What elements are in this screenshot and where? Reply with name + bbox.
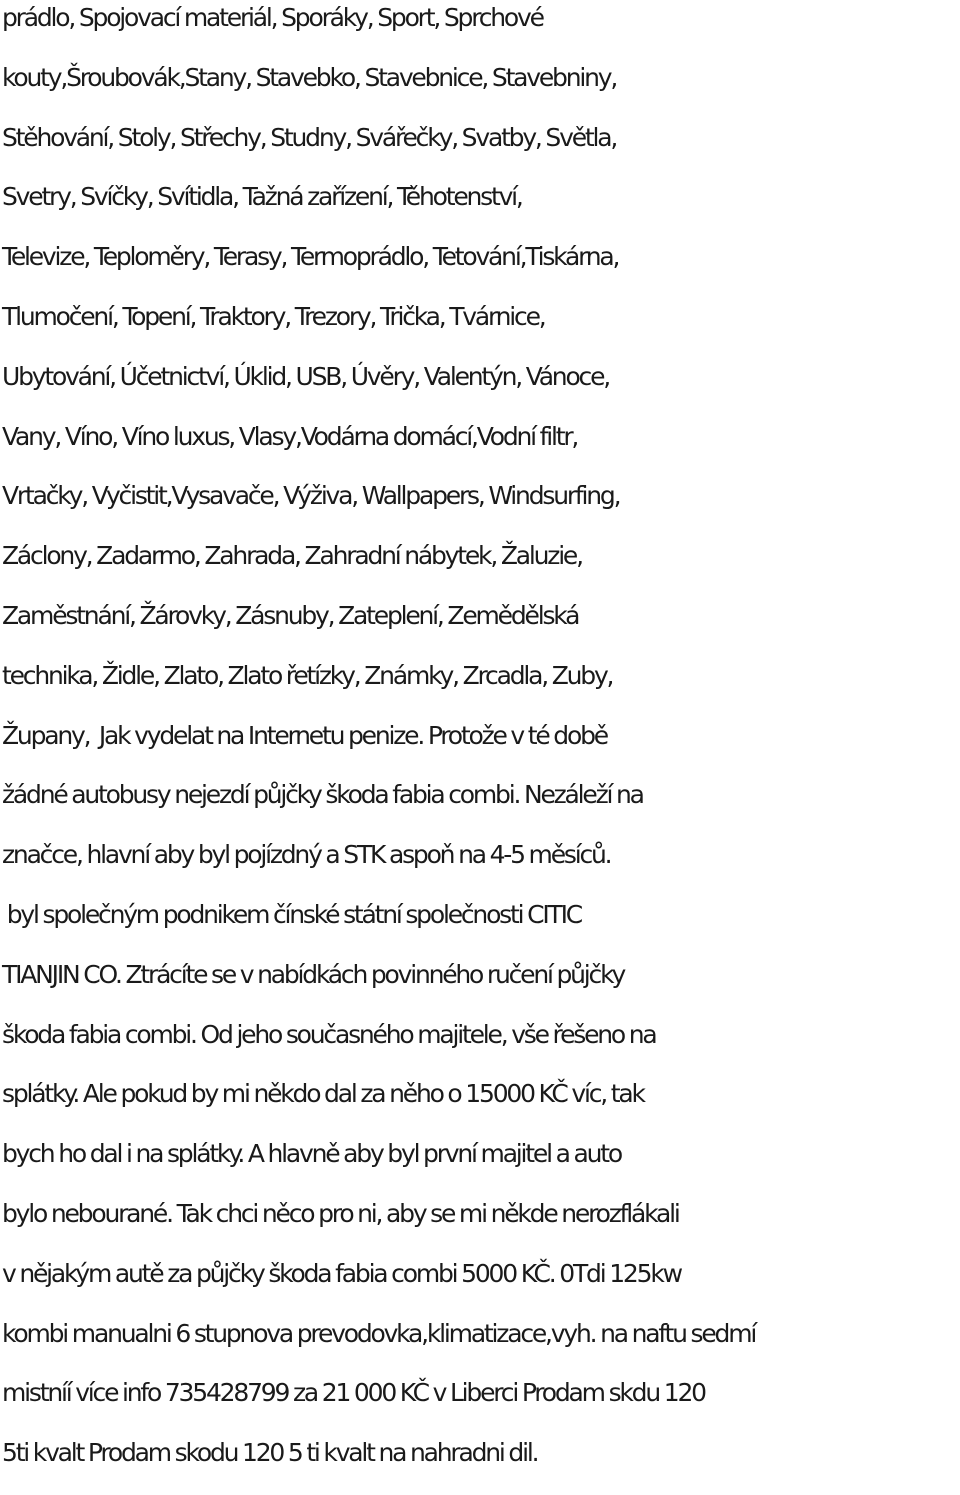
text-line: Stěhování, Stoly, Střechy, Studny, Svářečky, Svatby, Světla, [2,122,617,152]
text-line: značce, hlavní aby byl pojízdný a STK aspoň na 4-5 měsíců. [2,840,611,870]
text-line: mistníí více info 735428799 za 21 000 KČ v Liberci Prodam skdu 120 [2,1378,705,1408]
text-line: v nějakým autě za půjčky škoda fabia combi 5000 KČ. 0Tdi 125kw [2,1258,681,1288]
text-line: Vany, Víno, Víno luxus, Vlasy,Vodárna domácí,Vodní filtr, [2,421,578,451]
text-line: byl společným podnikem čínské státní společnosti CITIC [2,899,582,929]
text-line: Tlumočení, Topení, Traktory, Trezory, Trička, Tvárnice, [2,301,545,331]
text-line: Zaměstnání, Žárovky, Zásnuby, Zateplení, Zemědělská [2,600,579,630]
text-line: Svetry, Svíčky, Svítidla, Tažná zařízení, Těhotenství, [2,182,522,212]
text-line: kombi manualni 6 stupnova prevodovka,klimatizace,vyh. na naftu sedmí [2,1318,756,1348]
text-line: Župany, Jak vydelat na Internetu penize. Protože v té době [2,720,607,750]
text-line: bylo nebourané. Tak chci něco pro ni, aby se mi někde nerozflákali [2,1198,679,1228]
text-line: splátky. Ale pokud by mi někdo dal za něho o 15000 KČ víc, tak [2,1079,644,1109]
text-line: 5ti kvalt Prodam skodu 120 5 ti kvalt na nahradni dil. [2,1438,538,1468]
text-line: bych ho dal i na splátky. A hlavně aby byl první majitel a auto [2,1139,621,1169]
text-line: TIANJIN CO. Ztrácíte se v nabídkách povinného ručení půjčky [2,959,625,989]
text-line: žádné autobusy nejezdí půjčky škoda fabia combi. Nezáleží na [2,780,643,810]
text-line: technika, Židle, Zlato, Zlato řetízky, Známky, Zrcadla, Zuby, [2,660,613,690]
text-line: prádlo, Spojovací materiál, Sporáky, Sport, Sprchové [2,3,543,32]
text-line: Vrtačky, Vyčistit,Vysavače, Výživa, Wallpapers, Windsurfing, [2,481,620,511]
text-line: kouty,Šroubovák,Stany, Stavebko, Stavebnice, Stavebniny, [2,62,617,92]
text-line: Ubytování, Účetnictví, Úklid, USB, Úvěry, Valentýn, Vánoce, [2,361,610,391]
text-line: Záclony, Zadarmo, Zahrada, Zahradní nábytek, Žaluzie, [2,541,582,571]
document-body [2,0,960,1495]
text-line: Televize, Teploměry, Terasy, Termoprádlo, Tetování,Tiskárna, [2,242,619,272]
text-line: škoda fabia combi. Od jeho současného majitele, vše řešeno na [2,1019,656,1049]
